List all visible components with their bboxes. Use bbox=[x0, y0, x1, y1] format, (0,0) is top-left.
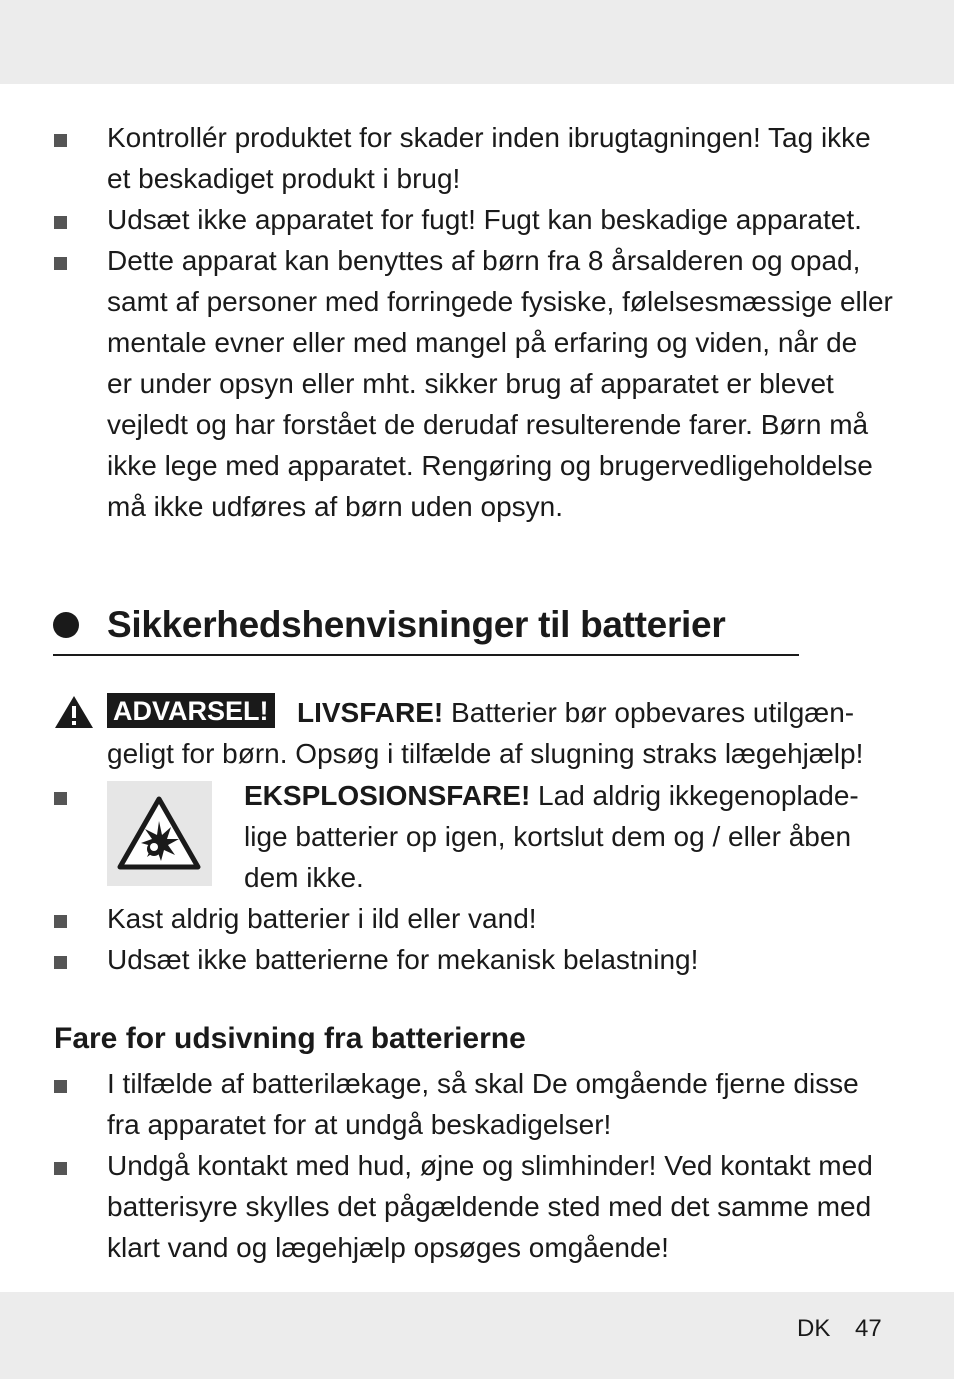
list-item-line: Kontrollér produktet for skader inden ibrugtagningen! Tag ikke bbox=[107, 122, 871, 153]
list-item-line: må ikke udføres af børn uden opsyn. bbox=[107, 491, 563, 522]
page-number: 47 bbox=[855, 1315, 882, 1342]
warning-text: Batterier bør opbevares utilgæn- bbox=[443, 697, 855, 728]
explosion-text bbox=[244, 775, 859, 898]
footer-language: DK bbox=[797, 1315, 831, 1342]
list-item-line: samt af personer med forringede fysiske, følelsesmæssige eller bbox=[107, 286, 893, 317]
bullet-marker bbox=[54, 956, 67, 969]
list-item-line: Undgå kontakt med hud, øjne og slimhinder! Ved kontakt med bbox=[107, 1150, 873, 1181]
bullet-marker bbox=[54, 257, 67, 270]
list-item bbox=[107, 1145, 907, 1268]
bullet-marker bbox=[54, 792, 67, 805]
header-band bbox=[0, 0, 954, 84]
sub-heading: Fare for udsivning fra batterierne bbox=[54, 1022, 526, 1055]
explosion-icon bbox=[107, 781, 212, 886]
bullet-marker bbox=[54, 1080, 67, 1093]
warning-badge: ADVARSEL! bbox=[107, 693, 275, 728]
warning-line-1 bbox=[297, 692, 854, 733]
list-item-line: Dette apparat kan benyttes af børn fra 8 årsalderen og opad, bbox=[107, 245, 861, 276]
explosion-lead: EKSPLOSIONSFARE! bbox=[244, 780, 531, 811]
list-item bbox=[107, 1063, 907, 1145]
list-item-line: batterisyre skylles det pågældende sted med det samme med bbox=[107, 1191, 872, 1222]
explosion-text-1: Lad aldrig ikkegenoplade- bbox=[530, 780, 859, 811]
explosion-line-2: lige batterier op igen, kortslut dem og / eller åben bbox=[244, 821, 852, 852]
explosion-warning-icon bbox=[107, 781, 212, 886]
explosion-line-1 bbox=[244, 775, 859, 816]
section-title: Sikkerhedshenvisninger til batterier bbox=[107, 604, 726, 645]
list-item bbox=[107, 199, 907, 240]
warning-line-2: geligt for børn. Opsøg i tilfælde af slugning straks lægehjælp! bbox=[107, 738, 864, 769]
list-item-line: vejledt og har forstået de derudaf resulterende farer. Børn må bbox=[107, 409, 869, 440]
list-item-line: er under opsyn eller mht. sikker brug af apparatet er blevet bbox=[107, 368, 834, 399]
list-item bbox=[107, 117, 907, 199]
list-item bbox=[107, 939, 907, 980]
list-item bbox=[107, 898, 907, 939]
list-item-line: fra apparatet for at undgå beskadigelser! bbox=[107, 1109, 612, 1140]
bullet-marker bbox=[54, 134, 67, 147]
list-item bbox=[107, 240, 907, 527]
list-item-line: Udsæt ikke apparatet for fugt! Fugt kan beskadige apparatet. bbox=[107, 204, 862, 235]
heading-dot-icon bbox=[53, 612, 79, 638]
list-item-line: mentale evner eller med mangel på erfaring og viden, når de bbox=[107, 327, 858, 358]
warning-triangle-icon bbox=[54, 694, 94, 730]
list-item-line: I tilfælde af batterilækage, så skal De omgående fjerne disse bbox=[107, 1068, 859, 1099]
bullet-marker bbox=[54, 915, 67, 928]
explosion-line-3: dem ikke. bbox=[244, 862, 364, 893]
bullet-marker bbox=[54, 1162, 67, 1175]
section-heading bbox=[53, 600, 799, 656]
list-item-line: ikke lege med apparatet. Rengøring og brugervedligeholdelse bbox=[107, 450, 873, 481]
list-item-line: Udsæt ikke batterierne for mekanisk belastning! bbox=[107, 944, 699, 975]
list-item-line: et beskadiget produkt i brug! bbox=[107, 163, 461, 194]
bullet-marker bbox=[54, 216, 67, 229]
warning-lead: LIVSFARE! bbox=[297, 697, 444, 728]
list-item-line: Kast aldrig batterier i ild eller vand! bbox=[107, 903, 537, 934]
list-item-line: klart vand og lægehjælp opsøges omgående! bbox=[107, 1232, 669, 1263]
